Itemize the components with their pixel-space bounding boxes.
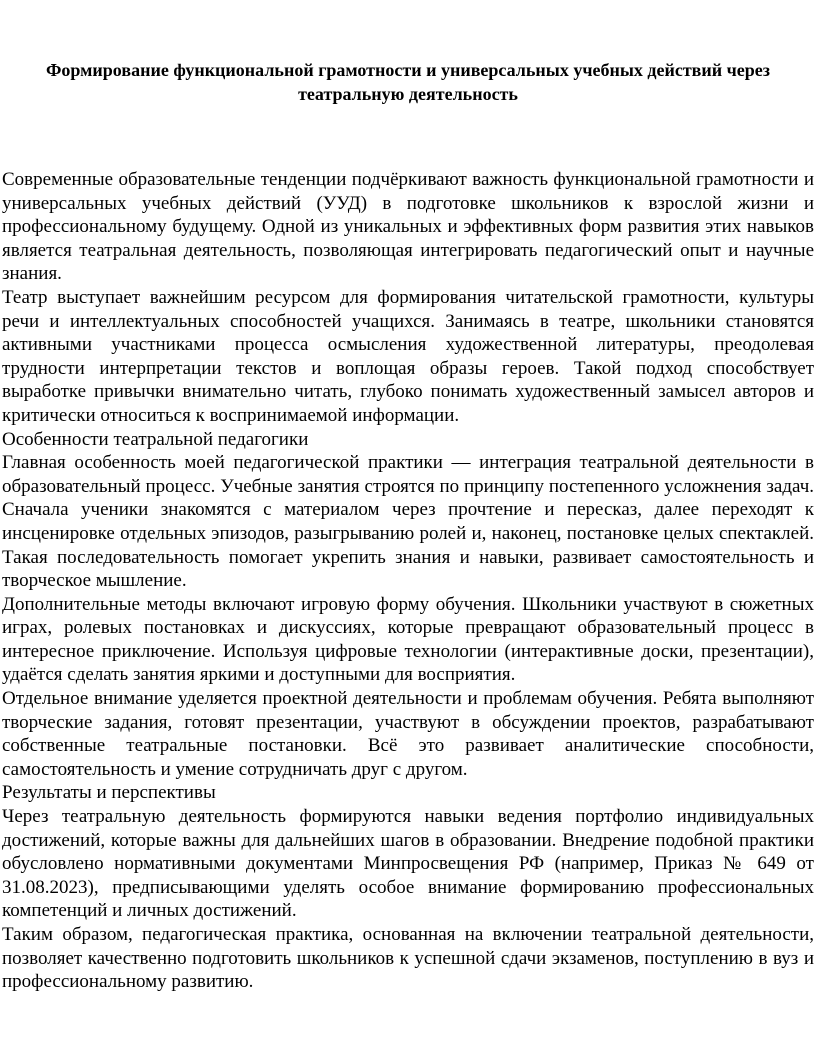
paragraph-project-activity: Отдельное внимание уделяется проектной деятельности и проблемам обучения. Ребята выполняют творческие задания, готовят презентации, участвуют в обсуждении проектов, разрабатывают собственные театральные постановки. Всё это развивает аналитические способности, самостоятельность и умение сотрудничать друг с другом. [2, 688, 814, 780]
paragraph-additional-methods: Дополнительные методы включают игровую форму обучения. Школьники участвуют в сюжетных играх, ролевых постановках и дискуссиях, которые превращают образовательный процесс в интересное приключение. Используя цифровые технологии (интерактивные доски, презентации), удаётся сделать занятия яркими и доступными для восприятия. [2, 593, 814, 686]
document-body [2, 168, 814, 994]
section-heading-results: Результаты и перспективы [2, 782, 216, 804]
paragraph-main-feature: Главная особенность моей педагогической практики — интеграция театральной деятельности в образовательный процесс. Учебные занятия строятся по принципу постепенного усложнения задач. Сначала ученики знакомятся с материалом через прочтение и пересказ, далее переходят к инсценировке отдельных эпизодов, разыгрыванию ролей и, наконец, постановке целых спектаклей. Такая последовательность помогает укрепить знания и навыки, развивает самостоятельность и творческое мышление. [2, 452, 814, 592]
paragraph-conclusion: Таким образом, педагогическая практика, основанная на включении театральной деятельности, позволяет качественно подготовить школьников к успешной сдачи экзаменов, поступлению в вуз и профессиональному развитию. [2, 924, 814, 993]
paragraph-portfolio: Через театральную деятельность формируются навыки ведения портфолио индивидуальных достижений, которые важны для дальнейших шагов в образовании. Внедрение подобной практики обусловлено нормативными документами Минпросвещения РФ (например, Приказ № 649 от 31.08.2023), предписывающими уделять особое внимание формированию профессиональных компетенций и личных достижений. [2, 806, 814, 922]
document-title: Формирование функциональной грамотности и универсальных учебных действий через театральную деятельность [45, 60, 771, 104]
section-heading-pedagogy: Особенности театральной педагогики [2, 428, 309, 450]
paragraph-theatre-resource: Театр выступает важнейшим ресурсом для формирования читательской грамотности, культуры речи и интеллектуальных способностей учащихся. Занимаясь в театре, школьники становятся активными участниками процесса осмысления художественной литературы, преодолевая трудности интерпретации текстов и воплощая образы героев. Такой подход способствует выработке привычки внимательно читать, глубоко понимать художественный замысел авторов и критически относиться к воспринимаемой информации. [2, 286, 814, 426]
paragraph-intro: Современные образовательные тенденции подчёркивают важность функциональной грамотности и универсальных учебных действий (УУД) в подготовке школьников к взрослой жизни и профессиональному будущему. Одной из уникальных и эффективных форм развития этих навыков является театральная деятельность, позволяющая интегрировать педагогический опыт и научные знания. [2, 169, 814, 285]
